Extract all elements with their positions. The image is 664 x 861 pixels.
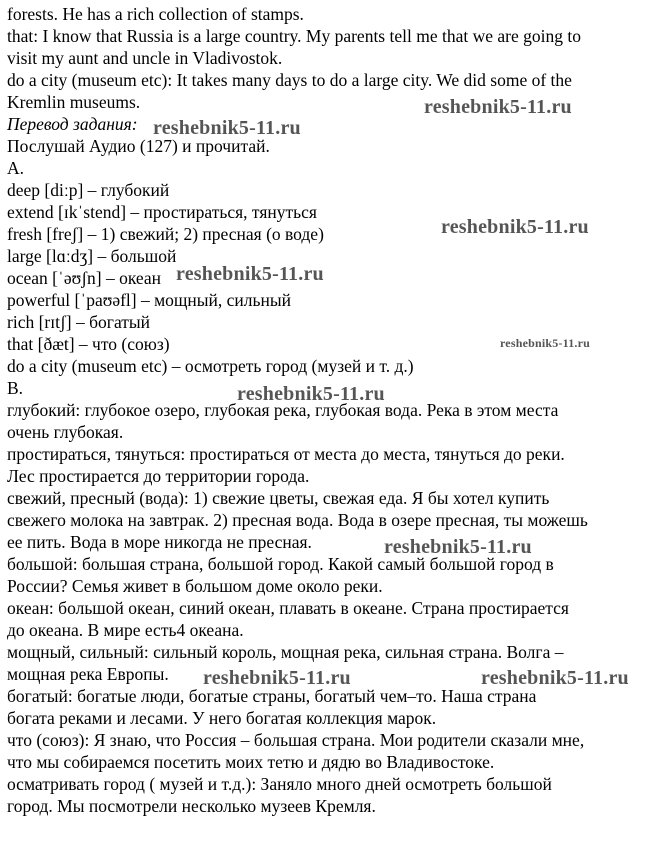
text-line: большой: большая страна, большой город. Какой самый большой город в — [7, 554, 554, 574]
watermark: reshebnik5-11.ru — [424, 96, 572, 118]
watermark: reshebnik5-11.ru — [441, 216, 589, 238]
text-line: мощная река Европы. — [7, 664, 169, 684]
text-line: do a city (museum etc): It takes many days to do a large city. We did some of the — [7, 70, 572, 90]
watermark: reshebnik5-11.ru — [384, 536, 532, 558]
text-line: что (союз): Я знаю, что Россия – большая страна. Мои родители сказали мне, — [7, 730, 585, 750]
text-line: свежий, пресный (вода): 1) свежие цветы, свежая еда. Я бы хотел купить — [7, 488, 550, 508]
text-line: до океана. В мире есть4 океана. — [7, 620, 244, 640]
watermark: reshebnik5-11.ru — [153, 117, 301, 139]
vocab-item: deep [diːp] – глубокий — [7, 180, 170, 200]
text-line: свежего молока на завтрак. 2) пресная вода. Вода в озере пресная, ты можешь — [7, 510, 588, 530]
vocab-item: rich [rɪtʃ] – богатый — [7, 312, 151, 332]
text-line: глубокий: глубокое озеро, глубокая река, глубокая вода. Река в этом места — [7, 400, 559, 420]
watermark: reshebnik5-11.ru — [481, 667, 629, 689]
text-line: простираться, тянуться: простираться от места до места, тянуться до реки. — [7, 444, 565, 464]
text-line: мощный, сильный: сильный король, мощная река, сильная страна. Волга – — [7, 642, 564, 662]
watermark: reshebnik5-11.ru — [176, 263, 324, 285]
text-line: forests. He has a rich collection of stamps. — [7, 4, 304, 24]
text-line: Послушай Аудио (127) и прочитай. — [7, 136, 270, 156]
vocab-item: do a city (museum etc) – осмотреть город (музей и т. д.) — [7, 356, 414, 376]
text-line: that: I know that Russia is a large country. My parents tell me that we are going to — [7, 26, 581, 46]
vocab-item: powerful [ˈpaʊəfl] – мощный, сильный — [7, 290, 291, 310]
text-line: что мы собираемся посетить моих тетю и дядю во Владивостоке. — [7, 752, 495, 772]
vocab-item: extend [ɪkˈstend] – простираться, тянуться — [7, 202, 317, 222]
text-line: город. Мы посмотрели несколько музеев Кремля. — [7, 796, 376, 816]
section-label: B. — [7, 378, 24, 398]
translation-heading: Перевод задания: — [7, 114, 138, 134]
vocab-item: fresh [freʃ] – 1) свежий; 2) пресная (о воде) — [7, 224, 324, 244]
text-line: России? Семья живет в большом доме около реки. — [7, 576, 383, 596]
watermark: reshebnik5-11.ru — [237, 383, 385, 405]
vocab-item: large [lɑːdʒ] – большой — [7, 246, 177, 266]
text-line: океан: большой океан, синий океан, плавать в океане. Страна простирается — [7, 598, 569, 618]
vocab-item: that [ðæt] – что (союз) — [7, 334, 170, 354]
text-line: visit my aunt and uncle in Vladivostok. — [7, 48, 283, 68]
text-line: богата реками и лесами. У него богатая коллекция марок. — [7, 708, 437, 728]
text-line: Kremlin museums. — [7, 92, 141, 112]
watermark: reshebnik5-11.ru — [203, 667, 351, 689]
document-body — [7, 3, 657, 817]
text-line: богатый: богатые люди, богатые страны, богатый чем–то. Наша страна — [7, 686, 537, 706]
text-line: осматривать город ( музей и т.д.): Заняло много дней осмотреть большой — [7, 774, 552, 794]
text-line: очень глубокая. — [7, 422, 124, 442]
section-label: A. — [7, 158, 25, 178]
text-line: ее пить. Вода в море никогда не пресная. — [7, 532, 312, 552]
watermark: reshebnik5-11.ru — [500, 336, 590, 350]
text-line: Лес простирается до территории города. — [7, 466, 310, 486]
vocab-item: ocean [ˈəʊʃn] – океан — [7, 268, 162, 288]
